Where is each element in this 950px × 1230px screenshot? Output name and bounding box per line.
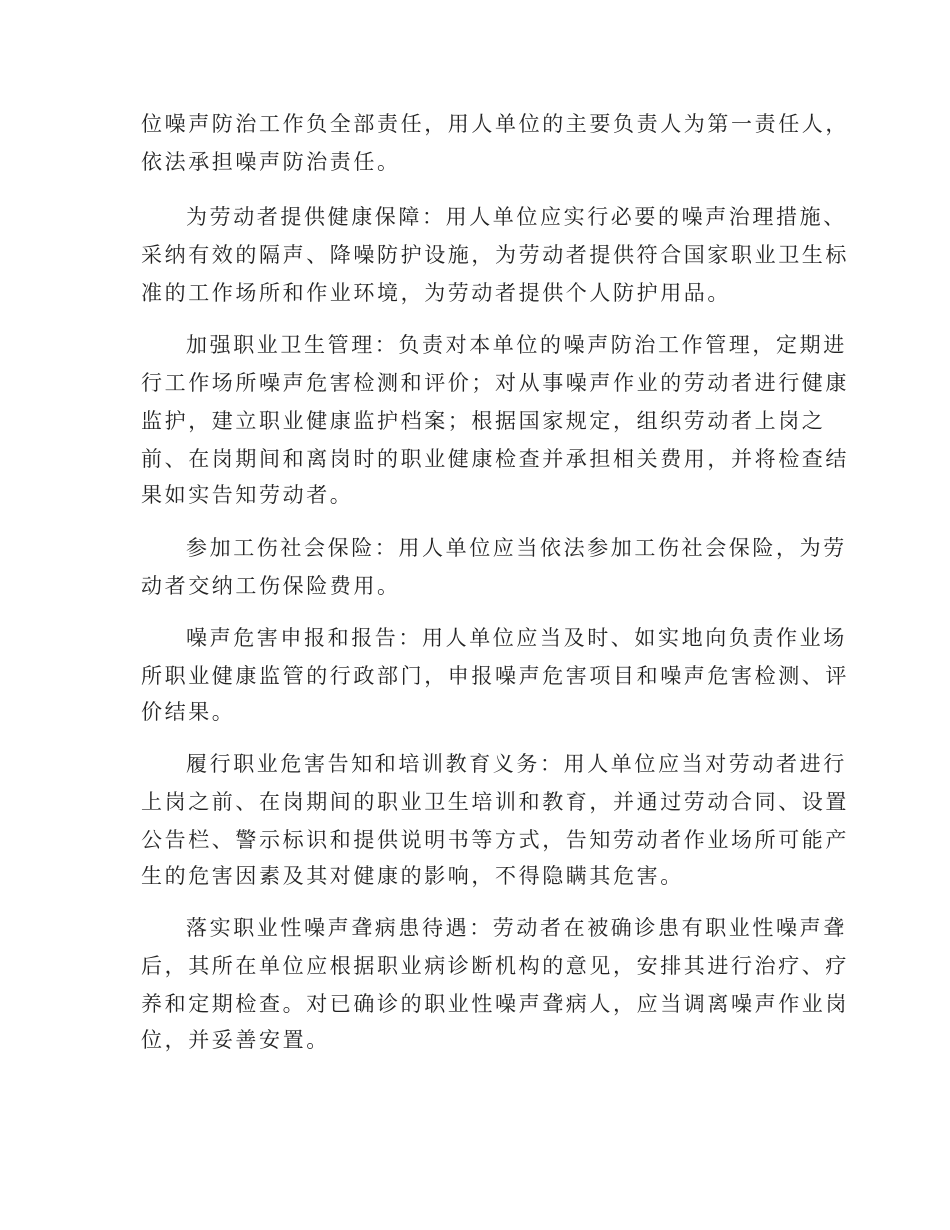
paragraph-4-line-1: 参加工伤社会保险：用人单位应当依法参加工伤社会保险，为劳	[186, 536, 847, 560]
paragraph-1-line-1: 位噪声防治工作负全部责任，用人单位的主要负责人为第一责任人，	[141, 112, 849, 136]
paragraph-5-line-3: 价结果。	[141, 700, 236, 724]
paragraph-6-line-3: 公告栏、警示标识和提供说明书等方式，告知劳动者作业场所可能产	[141, 828, 849, 852]
paragraph-7-line-4: 位，并妥善安置。	[141, 1028, 330, 1052]
paragraph-7-line-3: 养和定期检查。对已确诊的职业性噪声聋病人，应当调离噪声作业岗	[141, 992, 849, 1016]
paragraph-7-line-1: 落实职业性噪声聋病患待遇：劳动者在被确诊患有职业性噪声聋	[186, 916, 847, 940]
paragraph-3-line-2: 行工作场所噪声危害检测和评价；对从事噪声作业的劳动者进行健康	[141, 371, 849, 395]
paragraph-2-line-2: 采纳有效的隔声、降噪防护设施，为劳动者提供符合国家职业卫生标	[141, 243, 849, 267]
paragraph-3-line-1: 加强职业卫生管理：负责对本单位的噪声防治工作管理，定期进	[186, 333, 847, 357]
paragraph-3-line-4: 前、在岗期间和离岗时的职业健康检查并承担相关费用，并将检查结	[141, 447, 849, 471]
paragraph-5-line-2: 所职业健康监管的行政部门，申报噪声危害项目和噪声危害检测、评	[141, 664, 849, 688]
paragraph-2-line-3: 准的工作场所和作业环境，为劳动者提供个人防护用品。	[141, 281, 731, 305]
paragraph-4-line-2: 动者交纳工伤保险费用。	[141, 574, 401, 598]
paragraph-1-line-2: 依法承担噪声防治责任。	[141, 150, 401, 174]
paragraph-5-line-1: 噪声危害申报和报告：用人单位应当及时、如实地向负责作业场	[186, 626, 847, 650]
paragraph-6-line-2: 上岗之前、在岗期间的职业卫生培训和教育，并通过劳动合同、设置	[141, 790, 849, 814]
paragraph-7-line-2: 后，其所在单位应根据职业病诊断机构的意见，安排其进行治疗、疗	[141, 954, 849, 978]
paragraph-6-line-1: 履行职业危害告知和培训教育义务：用人单位应当对劳动者进行	[186, 752, 847, 776]
paragraph-2-line-1: 为劳动者提供健康保障：用人单位应实行必要的噪声治理措施、	[186, 205, 847, 229]
paragraph-3-line-3: 监护，建立职业健康监护档案；根据国家规定，组织劳动者上岗之	[141, 409, 826, 433]
paragraph-3-line-5: 果如实告知劳动者。	[141, 483, 354, 507]
paragraph-6-line-4: 生的危害因素及其对健康的影响，不得隐瞒其危害。	[141, 864, 684, 888]
